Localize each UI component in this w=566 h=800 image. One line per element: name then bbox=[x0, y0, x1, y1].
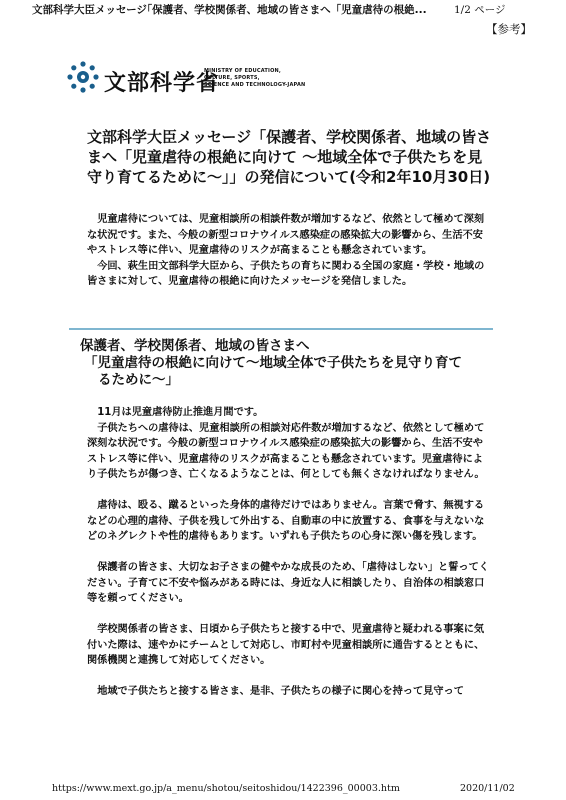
message-heading-title-continued: るために～」 bbox=[98, 372, 179, 388]
logo-name: 文部科学省 bbox=[104, 71, 220, 96]
page-url: https://www.mext.go.jp/a_menu/shotou/seitoshidou/1422396_00003.htm bbox=[52, 783, 400, 794]
mext-logo[interactable] bbox=[66, 60, 326, 96]
message-heading-title: 「児童虐待の根絶に向けて～地域全体で子供たちを見守り育て bbox=[84, 355, 462, 371]
body-paragraph: 学校関係者の皆さま、日頃から子供たちと接する中で、児童虐待と疑われる事案に気付いた際は、速やかにチームとして対応し、市町村や児童相談所に通告するとともに、関係機関と連携して対応してください。 bbox=[87, 624, 485, 666]
body-paragraph: 子供たちへの虐待は、児童相談所の相談対応件数が増加するなど、依然として極めて深刻な状況です。今般の新型コロナウイルス感染症の感染拡大の影響から、生活不安やストレス等に伴い、児童虐待のリスクが高まることも懸念されています。児童虐待により子供たちが傷つき、亡くなるようなことは、何としても無くさなければなりません。 bbox=[87, 422, 485, 480]
print-header-page-number: 1/2 ページ bbox=[454, 4, 506, 16]
body-paragraph: 11月は児童虐待防止推進月間です。 bbox=[97, 407, 264, 418]
logo-english-line: CULTURE, SPORTS, bbox=[204, 75, 260, 81]
page-title: 文部科学大臣メッセージ「保護者、学校関係者、地域の皆さまへ「児童虐待の根絶に向けて ～地域全体で子供たちを見守り育てるために～」」の発信について(令和2年10月30日) bbox=[87, 128, 492, 186]
section-divider bbox=[69, 328, 493, 330]
intro-paragraph: 児童虐待については、児童相談所の相談件数が増加するなど、依然として極めて深刻な状況です。また、今般の新型コロナウイルス感染症の感染拡大の影響から、生活不安やストレス等に伴い、児童虐待のリスクが高まることも懸念されています。 bbox=[87, 214, 485, 256]
message-heading-subtitle: 保護者、学校関係者、地域の皆さまへ bbox=[80, 338, 310, 354]
print-footer bbox=[0, 783, 566, 797]
reference-tag: 【参考】 bbox=[486, 22, 532, 36]
mext-emblem-icon bbox=[66, 60, 100, 94]
print-header bbox=[0, 0, 566, 16]
intro-paragraph: 今回、萩生田文部科学大臣から、子供たちの育ちに関わる全国の家庭・学校・地域の皆さまに対して、児童虐待の根絶に向けたメッセージを発信しました。 bbox=[87, 260, 485, 287]
print-date: 2020/11/02 bbox=[460, 783, 515, 794]
logo-english-line: MINISTRY OF EDUCATION, bbox=[204, 68, 282, 74]
intro-text bbox=[87, 212, 492, 290]
message-body bbox=[87, 405, 492, 700]
body-paragraph: 保護者の皆さま、大切なお子さまの健やかな成長のため、「虐待はしない」と誓ってください。子育てに不安や悩みがある時には、身近な人に相談したり、自治体の相談窓口等を頼ってください。 bbox=[87, 562, 489, 604]
body-paragraph: 虐待は、殴る、蹴るといった身体的虐待だけではありません。言葉で脅す、無視するなどの心理的虐待、子供を残して外出する、自動車の中に放置する、食事を与えないなどのネグレクトや性的虐待もあります。いずれも子供たちの心身に深い傷を残します。 bbox=[87, 500, 485, 542]
body-paragraph: 地域で子供たちと接する皆さま、是非、子供たちの様子に関心を持って見守って bbox=[97, 686, 464, 697]
message-heading bbox=[80, 338, 492, 389]
logo-english-name bbox=[204, 68, 305, 89]
logo-english-line: SCIENCE AND TECHNOLOGY-JAPAN bbox=[204, 82, 306, 88]
print-header-title: 文部科学大臣メッセージ｢保護者、学校関係者、地域の皆さまへ「児童虐待の根絶... bbox=[32, 4, 427, 16]
